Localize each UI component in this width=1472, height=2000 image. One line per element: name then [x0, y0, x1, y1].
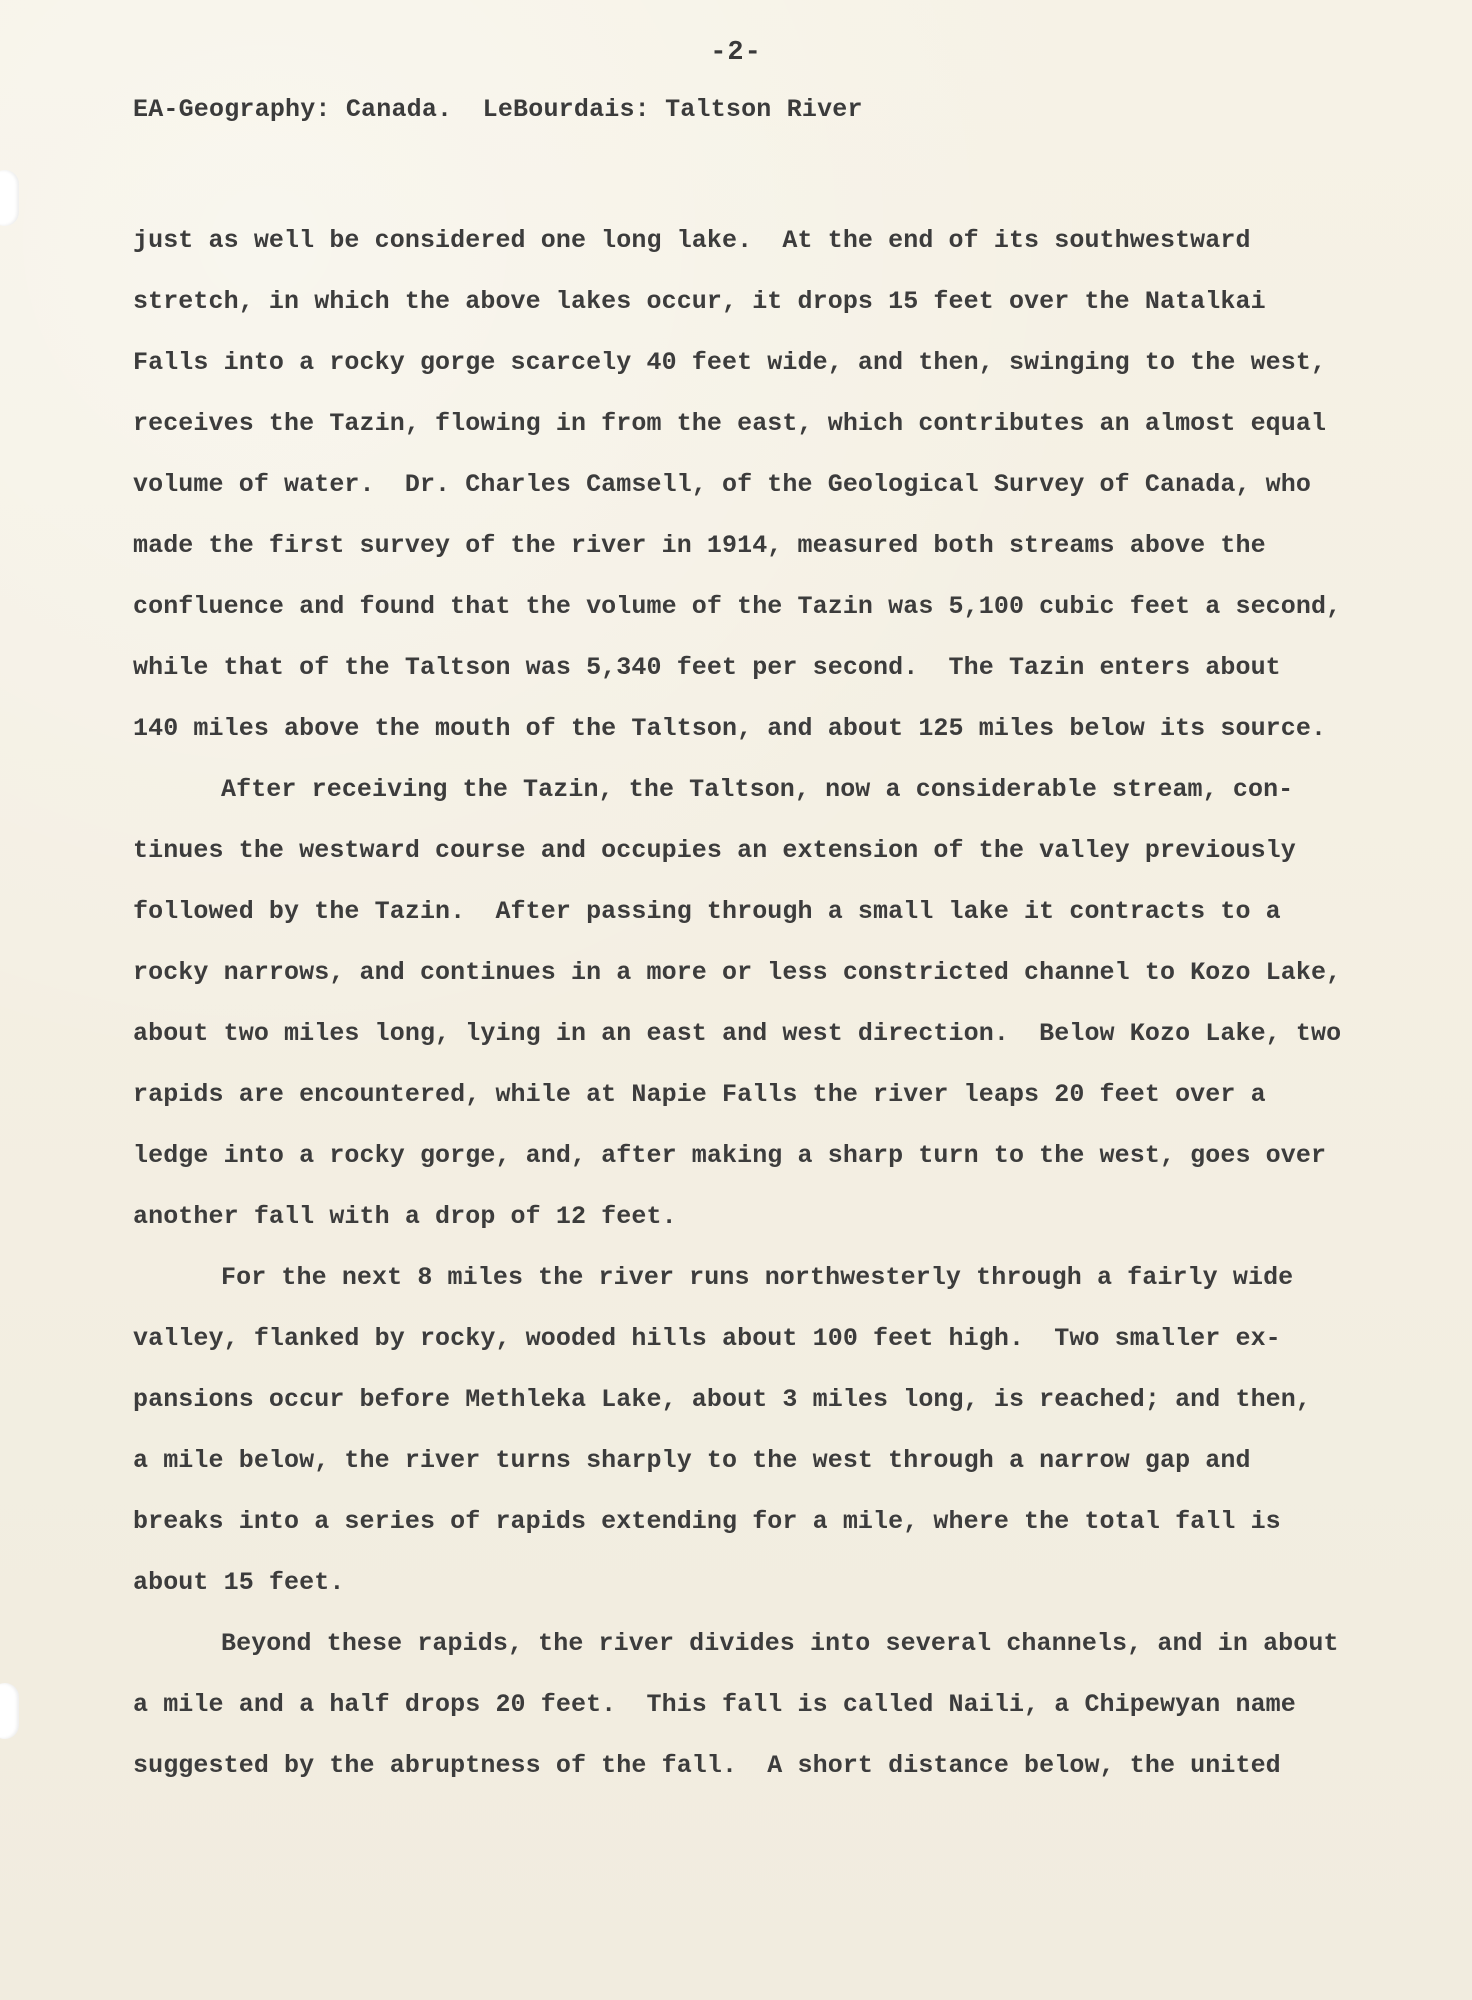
text-line: a mile and a half drops 20 feet. This fall is called Naili, a Chipewyan name [133, 1690, 1296, 1719]
text-line: made the first survey of the river in 1914, measured both streams above the [133, 531, 1266, 560]
text-line: rocky narrows, and continues in a more or less constricted channel to Kozo Lake, [133, 958, 1342, 987]
text-line: valley, flanked by rocky, wooded hills about 100 feet high. Two smaller ex- [133, 1324, 1281, 1353]
paragraph-start-line: After receiving the Tazin, the Taltson, now a considerable stream, con- [221, 775, 1294, 804]
text-line: Falls into a rocky gorge scarcely 40 feet wide, and then, swinging to the west, [133, 348, 1327, 377]
text-line: ledge into a rocky gorge, and, after making a sharp turn to the west, goes over [133, 1141, 1327, 1170]
text-line: rapids are encountered, while at Napie Falls the river leaps 20 feet over a [133, 1080, 1266, 1109]
text-line: followed by the Tazin. After passing through a small lake it contracts to a [133, 897, 1281, 926]
punch-hole-bottom [0, 1683, 19, 1739]
text-line: suggested by the abruptness of the fall. A short distance below, the united [133, 1751, 1281, 1780]
text-line: receives the Tazin, flowing in from the east, which contributes an almost equal [133, 409, 1327, 438]
text-line: volume of water. Dr. Charles Camsell, of the Geological Survey of Canada, who [133, 470, 1311, 499]
text-line: while that of the Taltson was 5,340 feet per second. The Tazin enters about [133, 653, 1281, 682]
page-number: -2- [710, 38, 762, 68]
text-line: pansions occur before Methleka Lake, about 3 miles long, is reached; and then, [133, 1385, 1311, 1414]
paragraph-start-line: Beyond these rapids, the river divides into several channels, and in about [221, 1629, 1339, 1658]
text-line: breaks into a series of rapids extending for a mile, where the total fall is [133, 1507, 1281, 1536]
paragraph-start-line: For the next 8 miles the river runs northwesterly through a fairly wide [221, 1263, 1294, 1292]
text-line: about 15 feet. [133, 1568, 345, 1597]
punch-hole-top [0, 170, 19, 226]
text-line: 140 miles above the mouth of the Taltson, and about 125 miles below its source. [133, 714, 1327, 743]
text-line: confluence and found that the volume of the Tazin was 5,100 cubic feet a second, [133, 592, 1342, 621]
text-line: just as well be considered one long lake. At the end of its southwestward [133, 226, 1251, 255]
text-line: about two miles long, lying in an east and west direction. Below Kozo Lake, two [133, 1019, 1342, 1048]
text-line: another fall with a drop of 12 feet. [133, 1202, 677, 1231]
text-line: tinues the westward course and occupies an extension of the valley previously [133, 836, 1296, 865]
text-line: stretch, in which the above lakes occur, it drops 15 feet over the Natalkai [133, 287, 1266, 316]
document-header: EA-Geography: Canada. LeBourdais: Taltson River [133, 95, 863, 124]
text-line: a mile below, the river turns sharply to the west through a narrow gap and [133, 1446, 1251, 1475]
document-body [133, 210, 1373, 1796]
